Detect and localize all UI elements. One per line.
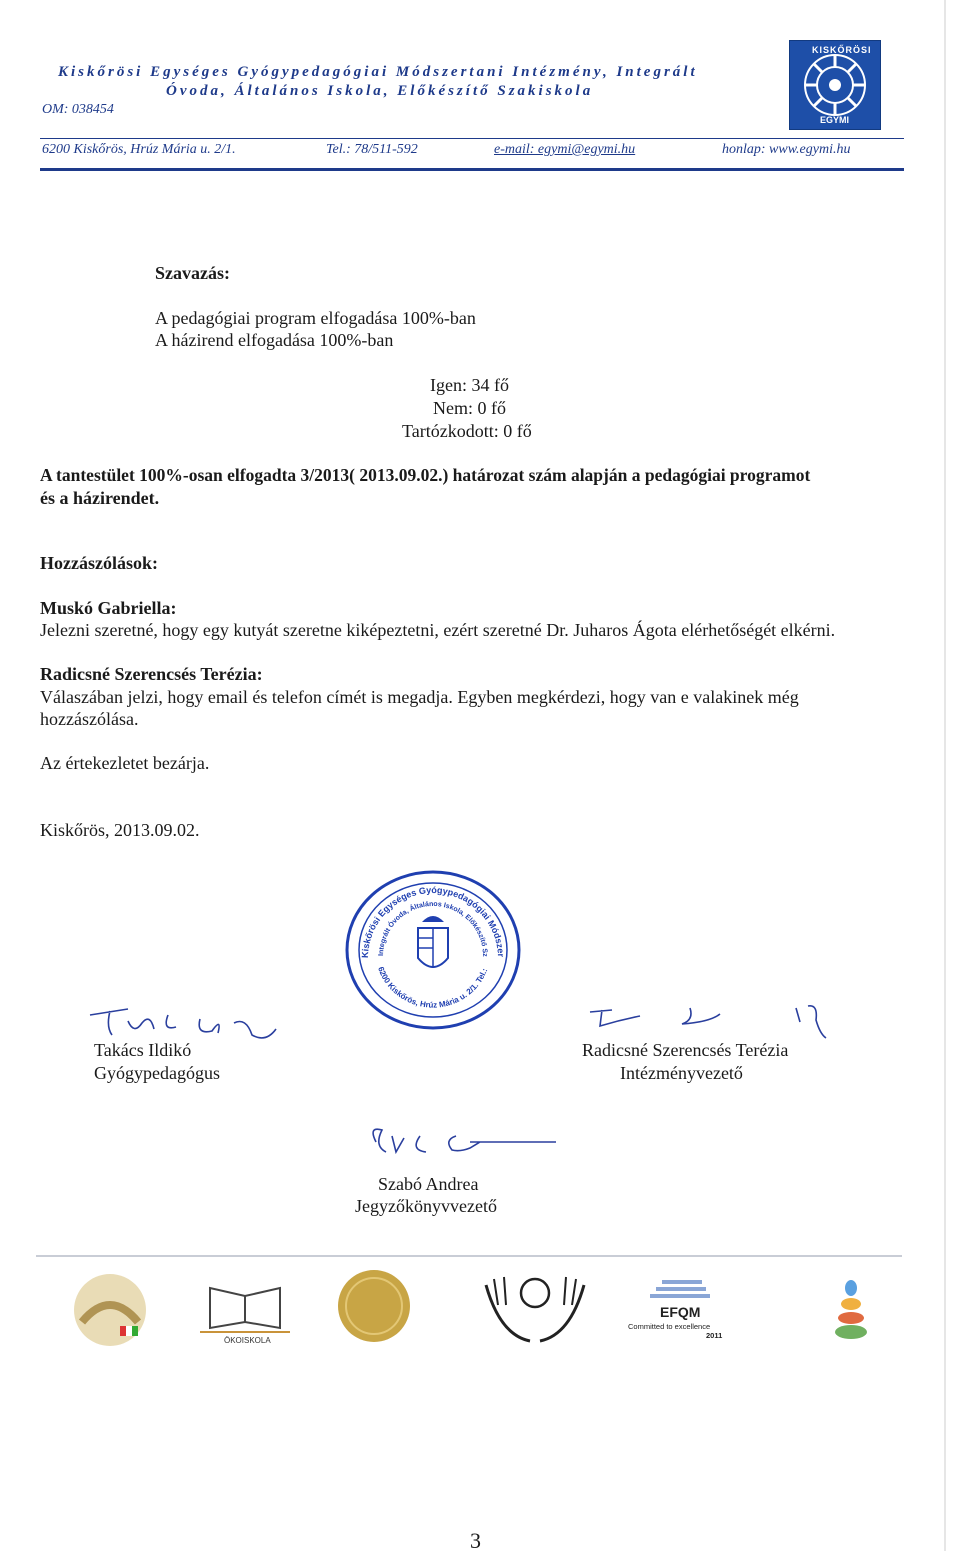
colorful-stones-icon (818, 1276, 884, 1346)
speaker1-text: Jelezni szeretné, hogy egy kutyát szeretne kiképeztetni, ezért szeretné Dr. Juharos Ágota elérhetőségét elkérni. (40, 620, 836, 640)
resolution-line2: és a házirendet. (40, 488, 160, 508)
logo-top-text: KISKŐRÖSI (812, 45, 872, 55)
speaker2-name: Radicsné Szerencsés Terézia: (40, 664, 263, 684)
speaker1-name: Muskó Gabriella: (40, 598, 177, 618)
hands-icon (480, 1265, 590, 1347)
eco-school-label: ÖKOISKOLA (224, 1336, 271, 1345)
efqm-label: EFQM (660, 1304, 701, 1320)
quality-award-icon (64, 1268, 156, 1350)
phone: Tel.: 78/511-592 (326, 142, 418, 157)
stamp-inner-text: Integrált Óvoda, Általános Iskola, Előkészítő Sz (377, 900, 489, 957)
header-rule-top (40, 138, 904, 139)
vote-line-program: A pedagógiai program elfogadása 100%-ban (155, 308, 476, 328)
institution-name-line1: Kiskőrösi Egységes Gyógypedagógiai Módszertani Intézmény, Integrált (58, 64, 698, 80)
resolution-line1: A tantestület 100%-osan elfogadta 3/2013( 2013.09.02.) határozat szám alapján a pedagógiai programot (40, 465, 811, 485)
email-link[interactable]: e-mail: egymi@egymi.hu (494, 142, 636, 157)
vote-line-rules: A házirend elfogadása 100%-ban (155, 330, 394, 350)
stamp-outer-text: Kiskőrösi Egységes Gyógypedagógiai Módszer (359, 884, 507, 959)
signer-right-name: Radicsné Szerencsés Terézia (582, 1040, 789, 1060)
footer-logo-eco-school (200, 1278, 290, 1350)
footer-logo-gold-medal (336, 1268, 412, 1344)
footer-logo-hands (480, 1265, 590, 1347)
signer-center-name: Szabó Andrea (378, 1174, 479, 1194)
header-rule-bottom (40, 168, 904, 171)
medal-icon (336, 1268, 412, 1344)
closing-note: Az értekezletet bezárja. (40, 753, 210, 773)
footer-logo-colorful (818, 1276, 884, 1346)
vote-heading: Szavazás: (155, 263, 230, 283)
speaker2-text-line1: Válaszában jelzi, hogy email és telefon címét is megadja. Egyben megkérdezi, hogy van e valakinek még (40, 687, 799, 707)
signer-right-role: Intézményvezető (620, 1063, 743, 1083)
stamp-side-text: 6200 Kiskőrös, Hrúz Mária u. 2/1. Tel.: (376, 965, 490, 1010)
place-date: Kiskőrös, 2013.09.02. (40, 820, 200, 840)
address: 6200 Kiskőrös, Hrúz Mária u. 2/1. (42, 142, 236, 157)
institution-name-line2: Óvoda, Általános Iskola, Előkészítő Szakiskola (166, 83, 594, 99)
logo-bottom-text: EGYMI (820, 115, 850, 125)
website: honlap: www.egymi.hu (722, 142, 851, 157)
signer-left-name: Takács Ildikó (94, 1040, 192, 1060)
signer-center-role: Jegyzőkönyvvezető (355, 1196, 497, 1216)
page-number: 3 (470, 1528, 481, 1553)
footer-logo-quality (64, 1268, 156, 1350)
speaker2-text-line2: hozzászólása. (40, 709, 139, 729)
comments-heading: Hozzászólások: (40, 553, 158, 573)
efqm-year: 2011 (706, 1331, 723, 1340)
vote-abstain: Tartózkodott: 0 fő (402, 421, 532, 441)
vote-no: Nem: 0 fő (433, 398, 506, 418)
stamp-seal-icon (338, 858, 528, 1038)
efqm-subtitle: Committed to excellence (628, 1322, 711, 1331)
signer-left-role: Gyógypedagógus (94, 1063, 220, 1083)
official-stamp (338, 858, 528, 1038)
page-edge (944, 0, 946, 1551)
footer-rule (36, 1255, 902, 1257)
om-number: OM: 038454 (42, 102, 114, 117)
signature-szabo-icon (360, 1112, 590, 1172)
footer-logo-efqm (626, 1278, 730, 1342)
book-icon (200, 1278, 290, 1338)
vote-yes: Igen: 34 fő (430, 375, 509, 395)
institution-logo (789, 40, 881, 130)
